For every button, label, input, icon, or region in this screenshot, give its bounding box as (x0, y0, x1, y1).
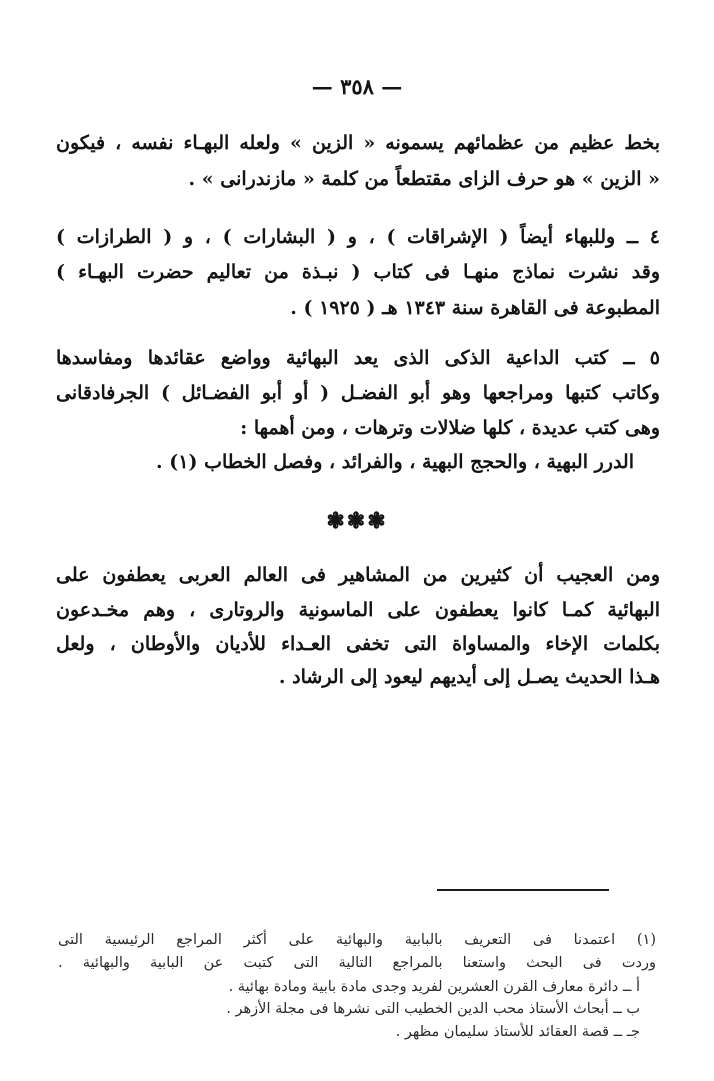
paragraph-2-line-1: ٤ ــ وللبهاء أيضاً ( الإشراقات ) ، و ( البشارات ) ، و ( الطرازات ) (56, 226, 660, 248)
footnote-line-2: وردت فى البحث واستعنا بالمراجع التالية التى كتبت عن البابية والبهائية . (58, 955, 656, 971)
paragraph-4-line-4: هـذا الحديث يصـل إلى أيديهم ليعود إلى الرشاد . (278, 666, 660, 688)
paragraph-2-line-3: المطبوعة فى القاهرة سنة ١٣٤٣ هـ ( ١٩٢٥ ) . (290, 297, 660, 319)
footnote-line-1: (١) اعتمدنا فى التعريف بالبابية والبهائية على أكثر المراجع الرئيسية التى (58, 932, 656, 948)
paragraph-3-line-4: الدرر البهية ، والحجج البهية ، والفرائد ، وفصل الخطاب (١) . (156, 451, 634, 473)
paragraph-4-line-1: ومن العجيب أن كثيرين من المشاهير فى العالم العربى يعطفون على (56, 564, 660, 586)
page-number: — ٣٥٨ — (311, 74, 403, 99)
footnote-line-3: أ ــ دائرة معارف القرن العشرين لفريد وجدى مادة بابية ومادة بهائية . (228, 979, 640, 995)
paragraph-3-line-2: وكاتب كتبها ومراجعها وهو أبو الفضـل ( أو أبو الفضـائل ) الجرفادقانى (56, 382, 660, 404)
footnote-divider (437, 889, 609, 891)
paragraph-3-line-1: ٥ ــ كتب الداعية الذكى الذى يعد البهائية وواضع عقائدها ومفاسدها (56, 347, 660, 369)
paragraph-3-line-3: وهى كتب عديدة ، كلها ضلالات وترهات ، ومن أهمها : (240, 417, 660, 439)
paragraph-2-line-2: وقد نشرت نماذج منهـا فى كتاب ( نبـذة من تعاليم حضرت البهـاء ) (56, 261, 660, 283)
paragraph-1-line-1: بخط عظيم من عظمائهم يسمونه « الزين » ولعله البهـاء نفسه ، فيكون (56, 132, 660, 154)
paragraph-1-line-2: « الزين » هو حرف الزاى مقتطعاً من كلمة « مازندرانى » . (188, 168, 660, 190)
paragraph-4-line-2: البهائية كمـا كانوا يعطفون على الماسونية والروتارى ، وهم مخـدعون (56, 599, 660, 621)
footnote-line-4: ب ــ أبحاث الأستاذ محب الدين الخطيب التى نشرها فى مجلة الأزهر . (226, 1001, 640, 1017)
section-separator: ❃❃❃ (326, 508, 388, 534)
paragraph-4-line-3: بكلمات الإخاء والمساواة التى تخفى العـداء للأديان والأوطان ، ولعل (56, 633, 660, 655)
footnote-line-5: جـ ــ قصة العقائد للأستاذ سليمان مظهر . (395, 1024, 640, 1040)
